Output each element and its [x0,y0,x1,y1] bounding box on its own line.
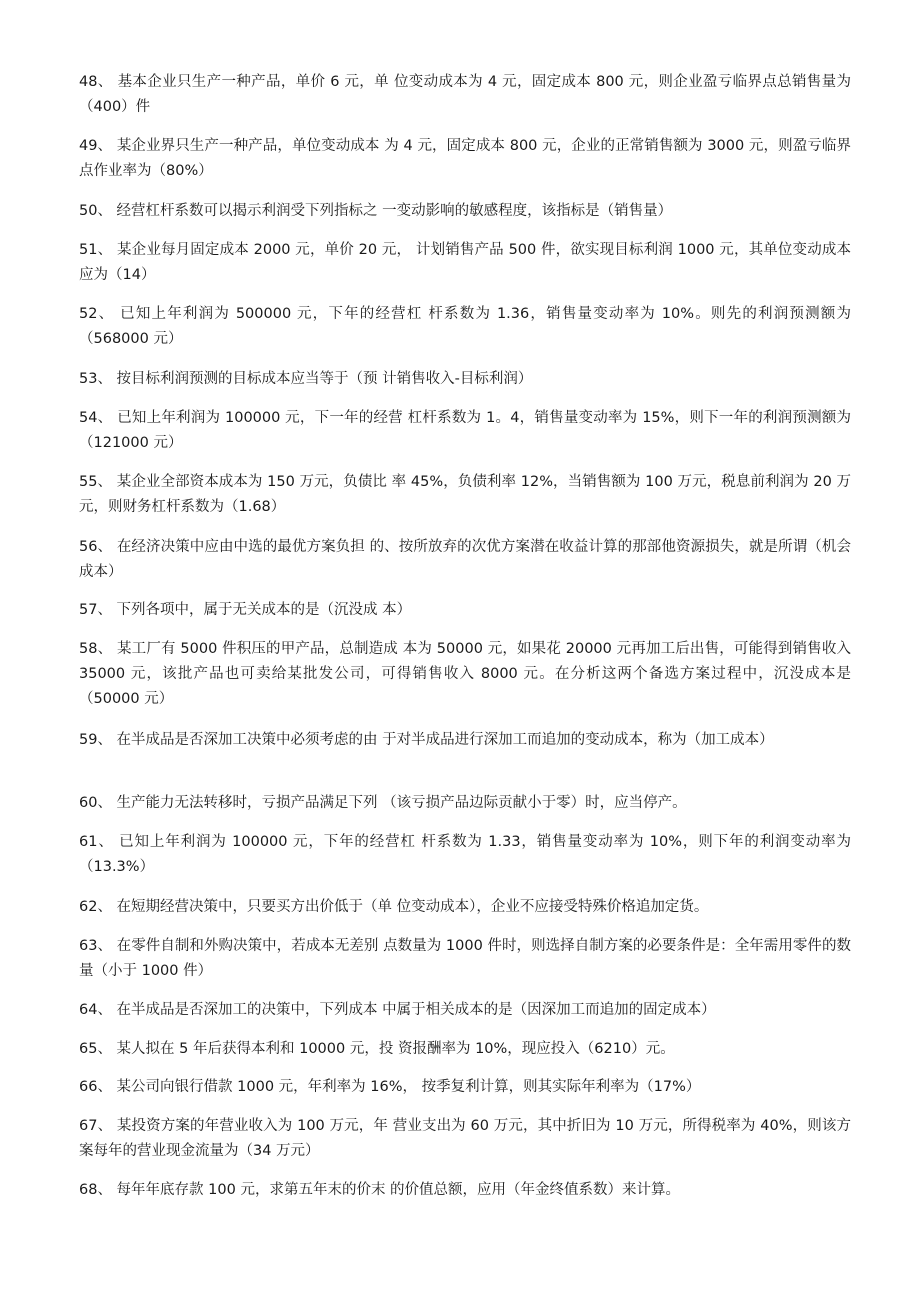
question-54: 54、 已知上年利润为 100000 元，下一年的经营 杠杆系数为 1。4，销售量变动率为 15%，则下一年的利润预测额为（121000 元） [79,410,851,451]
question-67: 67、 某投资方案的年营业收入为 100 万元，年 营业支出为 60 万元，其中折旧为 10 万元，所得税率为 40%，则该方案每年的营业现金流量为（34 万元） [79,1118,851,1159]
question-53: 53、 按目标利润预测的目标成本应当等于（预 计销售收入-目标利润） [79,371,533,387]
question-49: 49、 某企业界只生产一种产品，单位变动成本 为 4 元，固定成本 800 元，企业的正常销售额为 3000 元，则盈亏临界点作业率为（80%） [79,138,851,179]
question-64: 64、 在半成品是否深加工的决策中，下列成本 中属于相关成本的是（因深加工而追加的固定成本） [79,1002,716,1018]
question-68: 68、 每年年底存款 100 元，求第五年末的价末 的价值总额，应用（年金终值系数）来计算。 [79,1182,681,1198]
question-59: 59、 在半成品是否深加工决策中必须考虑的由 于对半成品进行深加工而追加的变动成本，称为（加工成本） [79,732,774,748]
question-63: 63、 在零件自制和外购决策中，若成本无差别 点数量为 1000 件时，则选择自制方案的必要条件是：全年需用零件的数量（小于 1000 件） [79,938,851,979]
question-56: 56、 在经济决策中应由中选的最优方案负担 的、按所放弃的次优方案潜在收益计算的那部他资源损失，就是所谓（机会成本） [79,539,851,580]
question-58: 58、 某工厂有 5000 件积压的甲产品，总制造成 本为 50000 元，如果花 20000 元再加工后出售，可能得到销售收入 35000 元，该批产品也可卖给某批发公司，可得销售收入 8000 元。在分析这两个备选方案过程中，沉没成本是（50000 元） [79,641,851,707]
question-50: 50、 经营杠杆系数可以揭示利润受下列指标之 一变动影响的敏感程度，该指标是（销售量） [79,203,673,219]
question-51: 51、 某企业每月固定成本 2000 元，单价 20 元， 计划销售产品 500 件，欲实现目标利润 1000 元，其单位变动成本应为（14） [79,242,851,283]
question-55: 55、 某企业全部资本成本为 150 万元，负债比 率 45%，负债利率 12%，当销售额为 100 万元，税息前利润为 20 万元，则财务杠杆系数为（1.68） [79,474,851,515]
question-65: 65、 某人拟在 5 年后获得本利和 10000 元，投 资报酬率为 10%，现应投入（6210）元。 [79,1041,675,1057]
question-62: 62、 在短期经营决策中，只要买方出价低于（单 位变动成本），企业不应接受特殊价格追加定货。 [79,899,709,915]
question-48: 48、 基本企业只生产一种产品，单价 6 元，单 位变动成本为 4 元，固定成本 800 元，则企业盈亏临界点总销售量为（400）件 [79,74,851,115]
question-66: 66、 某公司向银行借款 1000 元，年利率为 16%， 按季复利计算，则其实际年利率为（17%） [79,1079,701,1095]
question-60: 60、 生产能力无法转移时，亏损产品满足下列 （该亏损产品边际贡献小于零）时，应当停产。 [79,795,687,811]
question-52: 52、 已知上年利润为 500000 元，下年的经营杠 杆系数为 1.36，销售量变动率为 10%。则先的利润预测额为（568000 元） [79,306,851,347]
question-61: 61、 已知上年利润为 100000 元，下年的经营杠 杆系数为 1.33，销售量变动率为 10%，则下年的利润变动率为（13.3%） [79,834,851,875]
question-57: 57、 下列各项中，属于无关成本的是（沉没成 本） [79,602,412,618]
